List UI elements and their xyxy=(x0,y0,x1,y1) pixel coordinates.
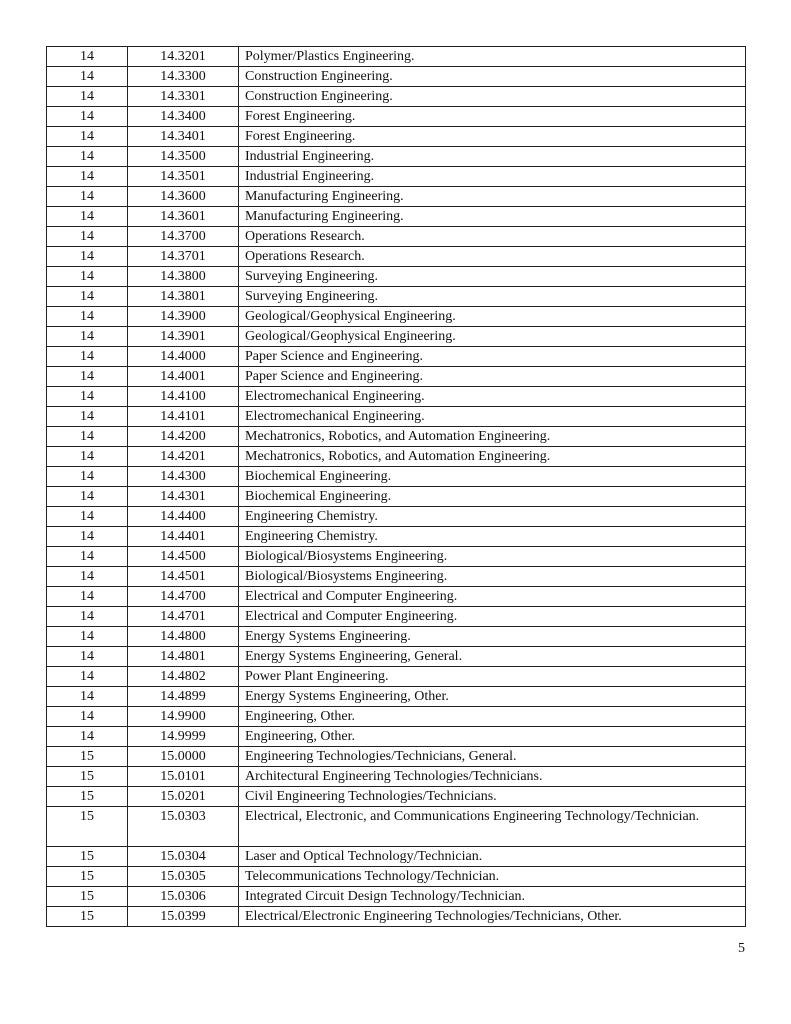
cip-code-cell: 14.4800 xyxy=(128,627,239,647)
cip-code-cell: 15.0201 xyxy=(128,787,239,807)
program-title-cell: Electromechanical Engineering. xyxy=(239,387,746,407)
cip-code-cell: 14.4201 xyxy=(128,447,239,467)
cip-code-cell: 14.3401 xyxy=(128,127,239,147)
program-title-cell: Energy Systems Engineering, General. xyxy=(239,647,746,667)
series-cell: 14 xyxy=(47,427,128,447)
table-row xyxy=(47,247,746,267)
table-row xyxy=(47,187,746,207)
cip-code-cell: 14.3400 xyxy=(128,107,239,127)
table-row xyxy=(47,447,746,467)
cip-code-cell: 14.3801 xyxy=(128,287,239,307)
cip-code-cell: 14.3900 xyxy=(128,307,239,327)
program-title-cell: Construction Engineering. xyxy=(239,67,746,87)
series-cell: 14 xyxy=(47,287,128,307)
cip-code-cell: 15.0000 xyxy=(128,747,239,767)
series-cell: 14 xyxy=(47,207,128,227)
cip-code-cell: 14.4701 xyxy=(128,607,239,627)
table-row xyxy=(47,567,746,587)
program-title-cell: Polymer/Plastics Engineering. xyxy=(239,47,746,67)
program-title-cell: Biological/Biosystems Engineering. xyxy=(239,547,746,567)
program-title-cell: Engineering, Other. xyxy=(239,727,746,747)
program-title-cell: Forest Engineering. xyxy=(239,127,746,147)
table-row xyxy=(47,367,746,387)
series-cell: 14 xyxy=(47,167,128,187)
cip-code-cell: 14.3901 xyxy=(128,327,239,347)
cip-code-cell: 14.4300 xyxy=(128,467,239,487)
program-title-cell: Engineering Technologies/Technicians, General. xyxy=(239,747,746,767)
program-title-cell: Surveying Engineering. xyxy=(239,287,746,307)
table-row xyxy=(47,687,746,707)
program-title-cell: Laser and Optical Technology/Technician. xyxy=(239,847,746,867)
table-row xyxy=(47,87,746,107)
program-title-cell: Surveying Engineering. xyxy=(239,267,746,287)
program-title-cell: Operations Research. xyxy=(239,247,746,267)
table-row xyxy=(47,787,746,807)
series-cell: 15 xyxy=(47,807,128,847)
cip-code-cell: 14.3800 xyxy=(128,267,239,287)
series-cell: 14 xyxy=(47,547,128,567)
cip-code-cell: 14.3701 xyxy=(128,247,239,267)
series-cell: 15 xyxy=(47,907,128,927)
table-row xyxy=(47,307,746,327)
series-cell: 14 xyxy=(47,127,128,147)
cip-code-cell: 14.4101 xyxy=(128,407,239,427)
cip-code-cell: 14.4801 xyxy=(128,647,239,667)
table-row xyxy=(47,807,746,847)
series-cell: 14 xyxy=(47,387,128,407)
cip-code-cell: 14.4899 xyxy=(128,687,239,707)
program-title-cell: Engineering Chemistry. xyxy=(239,507,746,527)
table-row xyxy=(47,507,746,527)
program-title-cell: Civil Engineering Technologies/Technicians. xyxy=(239,787,746,807)
table-row xyxy=(47,547,746,567)
program-title-cell: Geological/Geophysical Engineering. xyxy=(239,307,746,327)
series-cell: 14 xyxy=(47,447,128,467)
table-row xyxy=(47,647,746,667)
table-row xyxy=(47,67,746,87)
program-title-cell: Mechatronics, Robotics, and Automation Engineering. xyxy=(239,427,746,447)
table-row xyxy=(47,287,746,307)
series-cell: 14 xyxy=(47,267,128,287)
cip-code-cell: 15.0305 xyxy=(128,867,239,887)
table-row xyxy=(47,727,746,747)
table-row xyxy=(47,127,746,147)
table-row xyxy=(47,267,746,287)
program-title-cell: Electrical/Electronic Engineering Technologies/Technicians, Other. xyxy=(239,907,746,927)
series-cell: 14 xyxy=(47,247,128,267)
cip-code-cell: 15.0304 xyxy=(128,847,239,867)
program-title-cell: Geological/Geophysical Engineering. xyxy=(239,327,746,347)
series-cell: 14 xyxy=(47,67,128,87)
cip-code-cell: 14.3501 xyxy=(128,167,239,187)
cip-code-cell: 14.4401 xyxy=(128,527,239,547)
table-row xyxy=(47,227,746,247)
table-row xyxy=(47,607,746,627)
series-cell: 14 xyxy=(47,727,128,747)
cip-code-cell: 15.0101 xyxy=(128,767,239,787)
program-title-cell: Paper Science and Engineering. xyxy=(239,367,746,387)
series-cell: 14 xyxy=(47,627,128,647)
program-title-cell: Electromechanical Engineering. xyxy=(239,407,746,427)
table-row xyxy=(47,867,746,887)
table-row xyxy=(47,627,746,647)
table-row xyxy=(47,907,746,927)
program-title-cell: Industrial Engineering. xyxy=(239,167,746,187)
series-cell: 14 xyxy=(47,227,128,247)
series-cell: 14 xyxy=(47,487,128,507)
cip-code-cell: 14.3700 xyxy=(128,227,239,247)
cip-code-cell: 14.4802 xyxy=(128,667,239,687)
program-title-cell: Paper Science and Engineering. xyxy=(239,347,746,367)
page-number: 5 xyxy=(738,941,745,956)
program-title-cell: Integrated Circuit Design Technology/Technician. xyxy=(239,887,746,907)
table-row xyxy=(47,487,746,507)
table-row xyxy=(47,347,746,367)
program-title-cell: Power Plant Engineering. xyxy=(239,667,746,687)
table-row xyxy=(47,107,746,127)
series-cell: 14 xyxy=(47,467,128,487)
cip-code-cell: 14.4501 xyxy=(128,567,239,587)
table-row xyxy=(47,147,746,167)
program-title-cell: Manufacturing Engineering. xyxy=(239,207,746,227)
program-title-cell: Operations Research. xyxy=(239,227,746,247)
series-cell: 14 xyxy=(47,327,128,347)
program-title-cell: Engineering Chemistry. xyxy=(239,527,746,547)
series-cell: 14 xyxy=(47,367,128,387)
table-row xyxy=(47,427,746,447)
series-cell: 14 xyxy=(47,567,128,587)
series-cell: 14 xyxy=(47,87,128,107)
cip-code-table xyxy=(46,46,746,927)
cip-code-cell: 14.4200 xyxy=(128,427,239,447)
table-row xyxy=(47,47,746,67)
series-cell: 15 xyxy=(47,747,128,767)
cip-code-cell: 14.4301 xyxy=(128,487,239,507)
series-cell: 14 xyxy=(47,307,128,327)
cip-code-cell: 15.0303 xyxy=(128,807,239,847)
program-title-cell: Industrial Engineering. xyxy=(239,147,746,167)
cip-code-cell: 14.3500 xyxy=(128,147,239,167)
table-row xyxy=(47,767,746,787)
series-cell: 14 xyxy=(47,47,128,67)
program-title-cell: Electrical and Computer Engineering. xyxy=(239,587,746,607)
cip-code-cell: 14.4000 xyxy=(128,347,239,367)
program-title-cell: Telecommunications Technology/Technician. xyxy=(239,867,746,887)
program-title-cell: Biochemical Engineering. xyxy=(239,467,746,487)
series-cell: 15 xyxy=(47,847,128,867)
cip-code-cell: 14.4700 xyxy=(128,587,239,607)
series-cell: 14 xyxy=(47,187,128,207)
cip-code-cell: 14.3600 xyxy=(128,187,239,207)
series-cell: 14 xyxy=(47,507,128,527)
series-cell: 15 xyxy=(47,887,128,907)
cip-code-cell: 15.0306 xyxy=(128,887,239,907)
program-title-cell: Mechatronics, Robotics, and Automation Engineering. xyxy=(239,447,746,467)
program-title-cell: Construction Engineering. xyxy=(239,87,746,107)
cip-code-cell: 14.4400 xyxy=(128,507,239,527)
series-cell: 14 xyxy=(47,607,128,627)
program-title-cell: Electrical and Computer Engineering. xyxy=(239,607,746,627)
series-cell: 15 xyxy=(47,867,128,887)
series-cell: 15 xyxy=(47,767,128,787)
cip-code-cell: 14.9900 xyxy=(128,707,239,727)
cip-code-cell: 14.4500 xyxy=(128,547,239,567)
series-cell: 14 xyxy=(47,647,128,667)
series-cell: 14 xyxy=(47,527,128,547)
cip-code-cell: 14.9999 xyxy=(128,727,239,747)
table-row xyxy=(47,407,746,427)
cip-code-cell: 14.4001 xyxy=(128,367,239,387)
table-row xyxy=(47,747,746,767)
cip-table-body xyxy=(47,47,746,927)
table-row xyxy=(47,667,746,687)
table-row xyxy=(47,587,746,607)
table-row xyxy=(47,207,746,227)
cip-code-cell: 14.3201 xyxy=(128,47,239,67)
program-title-cell: Biochemical Engineering. xyxy=(239,487,746,507)
table-row xyxy=(47,887,746,907)
table-row xyxy=(47,167,746,187)
series-cell: 14 xyxy=(47,147,128,167)
program-title-cell: Electrical, Electronic, and Communications Engineering Technology/Technician. xyxy=(239,807,746,847)
series-cell: 14 xyxy=(47,407,128,427)
table-row xyxy=(47,387,746,407)
series-cell: 14 xyxy=(47,667,128,687)
cip-code-cell: 14.3601 xyxy=(128,207,239,227)
table-row xyxy=(47,527,746,547)
series-cell: 14 xyxy=(47,707,128,727)
program-title-cell: Energy Systems Engineering. xyxy=(239,627,746,647)
cip-code-cell: 14.3300 xyxy=(128,67,239,87)
program-title-cell: Manufacturing Engineering. xyxy=(239,187,746,207)
series-cell: 14 xyxy=(47,107,128,127)
program-title-cell: Energy Systems Engineering, Other. xyxy=(239,687,746,707)
table-row xyxy=(47,467,746,487)
cip-code-cell: 15.0399 xyxy=(128,907,239,927)
cip-code-cell: 14.4100 xyxy=(128,387,239,407)
table-row xyxy=(47,327,746,347)
program-title-cell: Engineering, Other. xyxy=(239,707,746,727)
table-row xyxy=(47,707,746,727)
cip-code-cell: 14.3301 xyxy=(128,87,239,107)
series-cell: 15 xyxy=(47,787,128,807)
program-title-cell: Biological/Biosystems Engineering. xyxy=(239,567,746,587)
table-row xyxy=(47,847,746,867)
series-cell: 14 xyxy=(47,347,128,367)
program-title-cell: Forest Engineering. xyxy=(239,107,746,127)
series-cell: 14 xyxy=(47,587,128,607)
program-title-cell: Architectural Engineering Technologies/Technicians. xyxy=(239,767,746,787)
series-cell: 14 xyxy=(47,687,128,707)
